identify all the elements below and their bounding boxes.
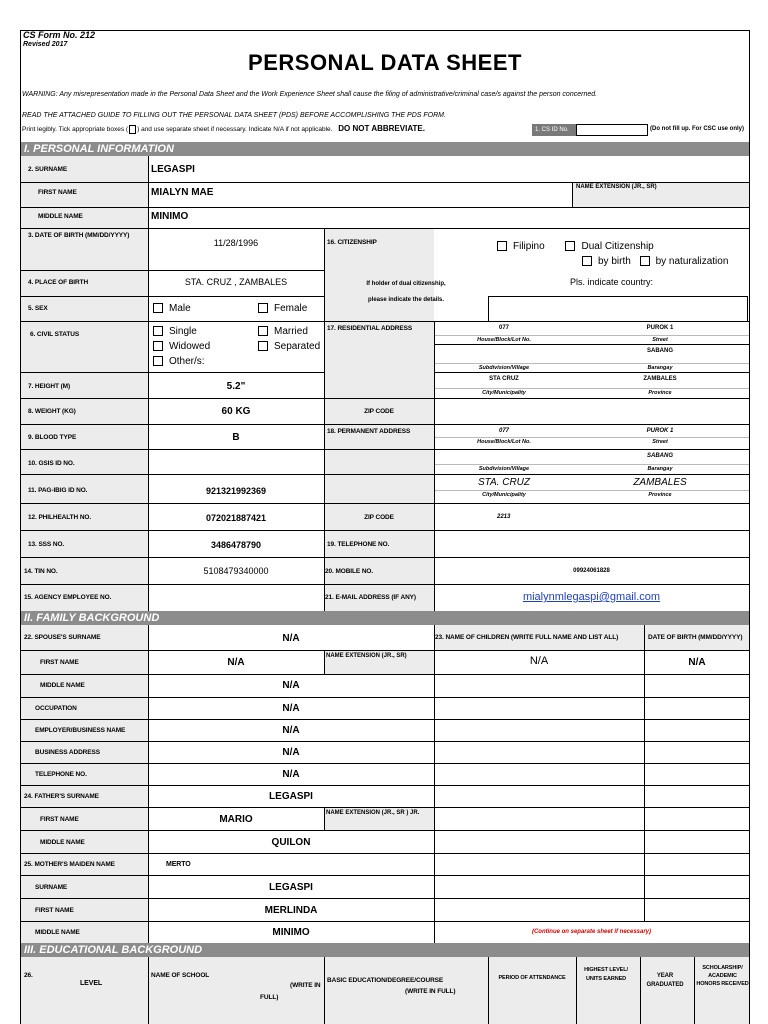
cs-id-note: (Do not fill up. For CSC use only) — [650, 126, 744, 132]
continue-note: (Continue on separate sheet if necessary) — [531, 929, 652, 935]
first-name-label: FIRST NAME — [38, 189, 77, 196]
edu-school-header: NAME OF SCHOOL — [151, 972, 210, 979]
perm-house-sub: House/Block/Lot No. — [477, 439, 531, 445]
house-sub: House/Block/Lot No. — [477, 337, 531, 343]
weight-value[interactable]: 60 KG — [221, 406, 251, 417]
name-ext-label: NAME EXTENSION (JR., SR) — [576, 184, 657, 190]
perm-street-sub: Street — [652, 439, 668, 445]
civil-widowed: Widowed — [153, 341, 210, 352]
edu-number: 26. — [24, 972, 33, 979]
form-revised: Revised 2017 — [23, 41, 68, 48]
print-note: Print legibly. Tick appropriate boxes ( ) and use separate sheet if necessary. Indicate N/A if not applicable. DO NOT ABBREVIATE. — [22, 124, 425, 133]
perm-brgy-sub: Barangay — [647, 466, 673, 472]
guide-text: READ THE ATTACHED GUIDE TO FILLING OUT THE PERSONAL DATA SHEET (PDS) BEFORE ACCOMPLISHING THE PDS FORM. — [22, 112, 446, 119]
edu-level-header: LEVEL — [80, 980, 103, 987]
perm-house[interactable]: 077 — [498, 428, 509, 434]
prov-sub: Province — [648, 390, 672, 396]
civil-status-label: 6. CIVIL STATUS — [30, 331, 80, 338]
civil-married: Married — [258, 326, 308, 337]
perm-subd-sub: Subdivision/Village — [478, 466, 530, 472]
mother-middle-label: MIDDLE NAME — [35, 929, 80, 936]
philhealth-label: 12. PHILHEALTH NO. — [28, 514, 92, 521]
pob-value[interactable]: STA. CRUZ , ZAMBALES — [184, 277, 288, 287]
spouse-surname-label: 22. SPOUSE'S SURNAME — [24, 634, 101, 641]
sss-value[interactable]: 3486478790 — [210, 540, 262, 550]
by-naturalization-checkbox[interactable] — [640, 256, 650, 266]
perm-prov-sub: Province — [648, 492, 672, 498]
children-dob-label: DATE OF BIRTH (MM/DD/YYYY) — [648, 634, 743, 641]
height-label: 7. HEIGHT (M) — [28, 383, 71, 390]
separated-checkbox[interactable] — [258, 341, 268, 351]
perm-city-sub: City/Municipality — [482, 492, 526, 498]
perm-city[interactable]: STA. CRUZ — [477, 477, 531, 488]
dual-note-2: please indicate the details. — [367, 297, 445, 303]
father-middle-label: MIDDLE NAME — [40, 839, 85, 846]
filipino-checkbox[interactable] — [497, 241, 507, 251]
spouse-middle-label: MIDDLE NAME — [40, 682, 85, 689]
father-surname-label: 24. FATHER'S SURNAME — [24, 793, 99, 800]
perm-address-label: 18. PERMANENT ADDRESS — [327, 428, 411, 435]
spouse-first-label: FIRST NAME — [40, 659, 79, 666]
res-city[interactable]: STA CRUZ — [489, 376, 519, 382]
single-checkbox[interactable] — [153, 326, 163, 336]
female-checkbox[interactable] — [258, 303, 268, 313]
mother-maiden-label: 25. MOTHER'S MAIDEN NAME — [24, 861, 115, 868]
city-sub: City/Municipality — [482, 390, 526, 396]
brgy-sub: Barangay — [647, 365, 673, 371]
mother-surname-value[interactable]: LEGASPI — [269, 882, 313, 893]
section-personal-info: I. PERSONAL INFORMATION — [21, 142, 749, 156]
telephone-label: 19. TELEPHONE NO. — [327, 541, 390, 548]
pagibig-label: 11. PAG-IBIG ID NO. — [28, 487, 88, 494]
edu-year-header: YEAR GRADUATED — [646, 973, 684, 988]
mother-first-label: FIRST NAME — [35, 907, 74, 914]
middle-name-label: MIDDLE NAME — [38, 213, 83, 220]
mother-middle-value[interactable]: MINIMO — [272, 927, 310, 938]
children-label: 23. NAME OF CHILDREN (WRITE FULL NAME AND LIST ALL) — [435, 634, 619, 641]
civil-single: Single — [153, 326, 197, 337]
dob-label: 3. DATE OF BIRTH (MM/DD/YYYY) — [28, 232, 130, 239]
spouse-first-value[interactable]: N/A — [227, 657, 245, 668]
children-name-value[interactable]: N/A — [529, 655, 549, 667]
warning-text: WARNING: Any misrepresentation made in the Personal Data Sheet and the Work Experience Sheet shall cause the filing of administrative/criminal case/s against the person concerned. — [22, 91, 598, 98]
page-title: PERSONAL DATA SHEET — [248, 50, 522, 75]
father-ext-label[interactable]: NAME EXTENSION (JR., SR ) JR. — [326, 810, 420, 816]
country-note: Pls. indicate country: — [570, 277, 654, 287]
dob-value[interactable]: 11/28/1996 — [213, 238, 259, 248]
perm-zip-value[interactable]: 2213 — [497, 514, 511, 520]
res-zip-label: ZIP CODE — [364, 408, 394, 415]
mobile-value[interactable]: 09924061828 — [573, 568, 610, 574]
email-label: 21. E-MAIL ADDRESS (IF ANY) — [325, 594, 416, 601]
sex-male: Male — [153, 303, 191, 314]
pob-label: 4. PLACE OF BIRTH — [28, 279, 89, 286]
spouse-middle-value[interactable]: N/A — [282, 680, 300, 691]
pagibig-value[interactable]: 921321992369 — [205, 486, 267, 496]
business-address-label: BUSINESS ADDRESS — [35, 749, 100, 756]
citizenship-label: 16. CITIZENSHIP — [327, 239, 377, 246]
res-street[interactable]: PUROK 1 — [646, 325, 674, 331]
street-sub: Street — [652, 337, 668, 343]
dual-options: by birth by naturalization — [582, 256, 728, 267]
surname-label: 2. SURNAME — [28, 166, 68, 173]
agency-label: 15. AGENCY EMPLOYEE NO. — [24, 594, 112, 601]
father-first-label: FIRST NAME — [40, 816, 79, 823]
male-checkbox[interactable] — [153, 303, 163, 313]
spouse-tel-value[interactable]: N/A — [282, 769, 300, 780]
perm-street[interactable]: PUROK 1 — [646, 428, 674, 434]
spouse-tel-label: TELEPHONE NO. — [35, 771, 87, 778]
section-family-background: II. FAMILY BACKGROUND — [21, 611, 749, 625]
edu-write-full: (WRITE IN FULL) — [405, 988, 456, 995]
perm-zip-label: ZIP CODE — [364, 514, 394, 521]
father-first-value[interactable]: MARIO — [219, 814, 253, 825]
edu-highest-header: HIGHEST LEVEL/ UNITS EARNED — [584, 967, 628, 982]
middle-name-value[interactable]: MINIMO — [151, 211, 189, 222]
edu-write-in: (WRITE IN — [290, 982, 321, 989]
edu-period-header: PERIOD OF ATTENDANCE — [498, 975, 566, 981]
business-address-value[interactable]: N/A — [282, 747, 300, 758]
sex-female: Female — [258, 303, 307, 314]
blood-type-label: 9. BLOOD TYPE — [28, 434, 77, 441]
cs-id-field[interactable] — [576, 124, 648, 136]
mother-first-value[interactable]: MERLINDA — [264, 905, 318, 916]
surname-value[interactable]: LEGASPI — [151, 164, 195, 175]
edu-course-header: BASIC EDUCATION/DEGREE/COURSE — [327, 977, 444, 984]
perm-barangay[interactable]: SABANG — [646, 453, 673, 459]
gsis-label: 10. GSIS ID NO. — [28, 460, 75, 467]
father-surname-value[interactable]: LEGASPI — [269, 791, 313, 802]
section-educational-background: III. EDUCATIONAL BACKGROUND — [21, 943, 749, 957]
res-barangay[interactable]: SABANG — [646, 348, 673, 354]
by-birth-checkbox[interactable] — [582, 256, 592, 266]
subd-sub: Subdivision/Village — [478, 365, 530, 371]
mother-surname-label: SURNAME — [35, 884, 68, 891]
cs-id-label: 1. CS ID No. — [532, 124, 576, 136]
philhealth-value[interactable]: 072021887421 — [205, 513, 267, 523]
dual-checkbox[interactable] — [565, 241, 575, 251]
occupation-value[interactable]: N/A — [282, 703, 300, 714]
mother-maiden-value[interactable]: MERTO — [166, 861, 191, 868]
mobile-label: 20. MOBILE NO. — [325, 568, 374, 575]
tin-label: 14. TIN NO. — [24, 568, 58, 575]
widowed-checkbox[interactable] — [153, 341, 163, 351]
edu-scholarship-header: SCHOLARSHIP/ ACADEMIC HONORS RECEIVED — [696, 965, 749, 987]
weight-label: 8. WEIGHT (KG) — [28, 408, 76, 415]
family-label-column — [21, 625, 148, 943]
first-name-value[interactable]: MIALYN MAE — [151, 187, 214, 198]
res-province[interactable]: ZAMBALES — [643, 376, 677, 382]
tin-value[interactable]: 5108479340000 — [203, 566, 269, 576]
email-value[interactable]: mialynmlegaspi@gmail.com — [522, 591, 661, 603]
edu-full: FULL) — [260, 994, 279, 1001]
occupation-label: OCCUPATION — [35, 705, 77, 712]
married-checkbox[interactable] — [258, 326, 268, 336]
res-address-label: 17. RESIDENTIAL ADDRESS — [327, 325, 413, 332]
blood-type-value[interactable]: B — [232, 432, 240, 443]
form-number: CS Form No. 212 — [23, 30, 96, 40]
children-dob-value[interactable]: N/A — [688, 657, 706, 668]
perm-province[interactable]: ZAMBALES — [633, 477, 687, 488]
dual-note-1: If holder of dual citizenship, — [366, 281, 446, 287]
others-checkbox[interactable] — [153, 356, 163, 366]
employer-value[interactable]: N/A — [282, 725, 300, 736]
father-middle-value[interactable]: QUILON — [271, 837, 311, 848]
citizenship-options: Filipino Dual Citizenship — [497, 241, 654, 252]
res-house[interactable]: 077 — [498, 325, 509, 331]
civil-others: Other/s: — [153, 356, 205, 367]
civil-separated: Separated — [258, 341, 320, 352]
sss-label: 13. SSS NO. — [28, 541, 65, 548]
height-value[interactable]: 5.2" — [226, 381, 246, 392]
employer-label: EMPLOYER/BUSINESS NAME — [35, 727, 126, 734]
spouse-ext-label: NAME EXTENSION (JR., SR) — [326, 653, 407, 659]
sex-label: 5. SEX — [28, 305, 48, 312]
spouse-surname-value[interactable]: N/A — [282, 633, 300, 644]
country-field[interactable] — [488, 296, 748, 322]
